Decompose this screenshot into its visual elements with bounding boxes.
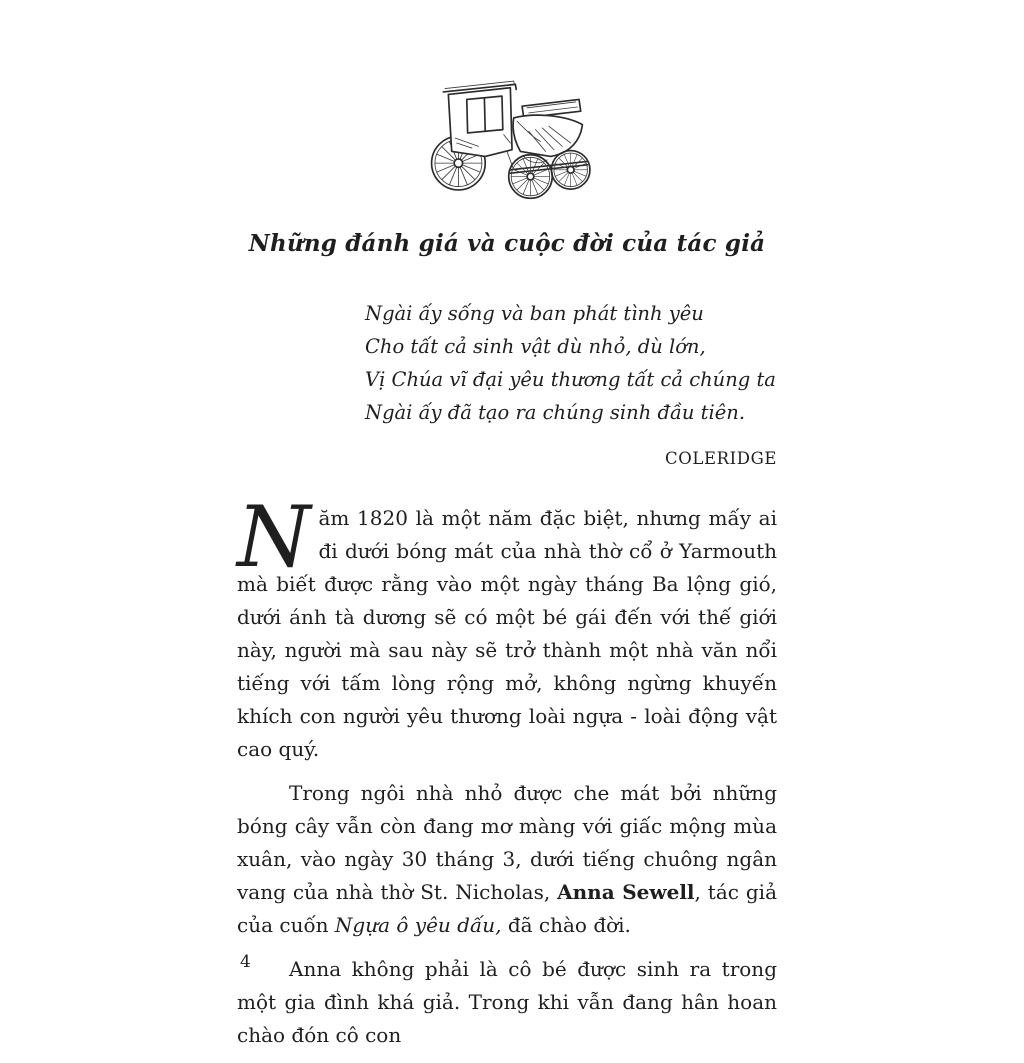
horse-carriage-sketch-icon bbox=[418, 76, 596, 200]
paragraph-2-lead: Trong ngôi nhà nhỏ được che mát bởi những bóng cây vẫn còn đang mơ màng với giấc mộng mùa xuân, vào ngày 30 tháng 3, dưới tiếng chuông ngân vang của nhà thờ St. Nicholas, bbox=[237, 781, 777, 904]
section-title: Những đánh giá và cuộc đời của tác giả bbox=[248, 230, 766, 257]
page-content bbox=[237, 0, 777, 1063]
page-number: 4 bbox=[240, 952, 251, 972]
poem-line: Vị Chúa vĩ đại yêu thương tất cả chúng ta bbox=[365, 368, 776, 391]
poem-line: Ngài ấy sống và ban phát tình yêu bbox=[365, 302, 704, 325]
paragraph-1-text: ăm 1820 là một năm đặc biệt, nhưng mấy ai đi dưới bóng mát của nhà thờ cổ ở Yarmouth mà biết được rằng vào một ngày tháng Ba lộng gió, dưới ánh tà dương sẽ có một bé gái đến với thế giới này, người mà sau này sẽ trở thành một nhà văn nổi tiếng với tấm lòng rộng mở, không ngừng khuyến khích con người yêu thương loài ngựa - loài động vật cao quý. bbox=[237, 506, 777, 761]
epigraph-poem bbox=[237, 297, 777, 429]
carriage-illustration bbox=[418, 76, 596, 200]
epigraph-attribution: COLERIDGE bbox=[665, 449, 777, 468]
dropcap-letter: N bbox=[237, 488, 311, 586]
poem-line: Ngài ấy đã tạo ra chúng sinh đầu tiên. bbox=[365, 401, 746, 424]
paragraph-1 bbox=[237, 488, 777, 766]
body-text bbox=[237, 488, 777, 1052]
book-title-italic: Ngựa ô yêu dấu, bbox=[334, 913, 502, 937]
poem-line: Cho tất cả sinh vật dù nhỏ, dù lớn, bbox=[365, 335, 706, 358]
paragraph-3: Anna không phải là cô bé được sinh ra trong một gia đình khá giả. Trong khi vẫn đang hân hoan chào đón cô con bbox=[237, 957, 777, 1047]
paragraph-2 bbox=[237, 777, 777, 942]
paragraph-2-mid: , tác giả của cuốn bbox=[237, 880, 777, 937]
paragraph-2-tail: đã chào đời. bbox=[501, 913, 631, 937]
author-name: Anna Sewell bbox=[557, 880, 695, 904]
